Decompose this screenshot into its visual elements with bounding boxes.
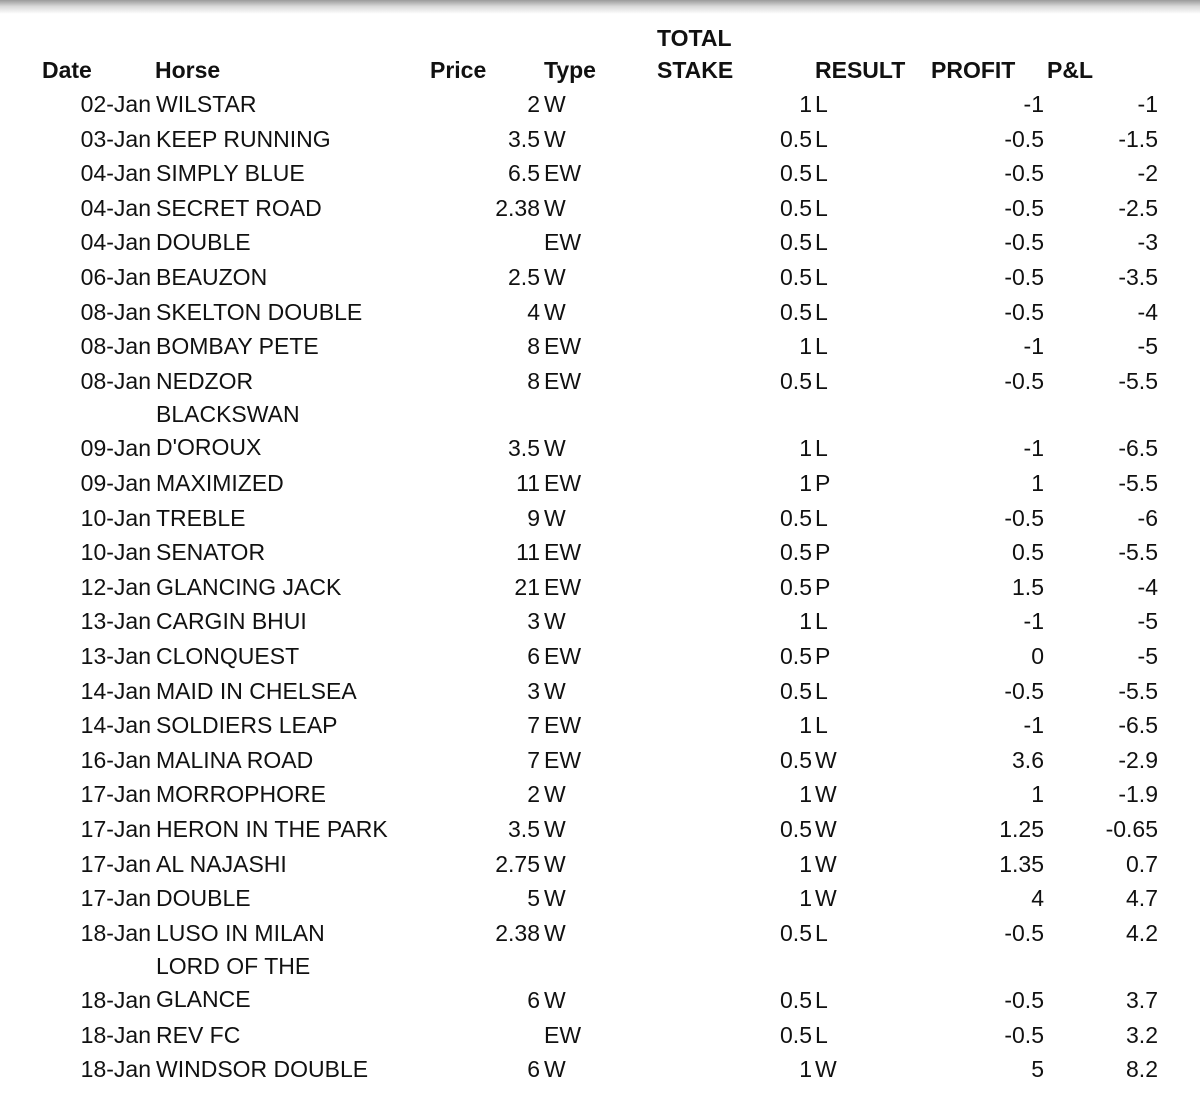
date-cell: 17-Jan [80, 781, 151, 808]
price-cell: 2 [527, 781, 540, 808]
horse-cell [156, 535, 446, 570]
table-row [0, 674, 1200, 709]
pl-cell: -5 [1137, 608, 1158, 635]
table-row [0, 812, 1200, 847]
stake-cell: 1 [799, 781, 812, 808]
result-cell: L [815, 264, 828, 290]
type-cell: W [544, 91, 566, 117]
profit-cell: -0.5 [1004, 194, 1044, 221]
stake-cell: 0.5 [780, 539, 812, 566]
pl-cell: -3.5 [1118, 264, 1158, 290]
stake-cell: 0.5 [780, 194, 812, 221]
stake-cell: 1 [799, 1056, 812, 1083]
stake-cell: 0.5 [780, 229, 812, 256]
table-row [0, 466, 1200, 501]
result-cell: L [815, 1021, 828, 1048]
stake-cell: 0.5 [780, 746, 812, 773]
pl-cell: -3 [1137, 229, 1158, 256]
price-cell: 7 [527, 746, 540, 773]
horse-name-line: SKELTON DOUBLE [156, 298, 363, 325]
profit-cell: 1 [1031, 469, 1044, 496]
date-cell: 08-Jan [80, 333, 151, 360]
pl-cell: -1.9 [1118, 781, 1158, 808]
date-cell: 14-Jan [80, 712, 151, 739]
horse-cell [156, 501, 446, 536]
pl-cell: 4.7 [1126, 885, 1158, 912]
price-cell: 3.5 [508, 815, 540, 842]
header-type: Type [544, 57, 596, 83]
pl-cell: 3.2 [1126, 1021, 1158, 1048]
type-cell: W [544, 435, 566, 462]
result-cell: W [815, 850, 837, 877]
profit-cell: -0.5 [1004, 160, 1044, 187]
stake-cell: 1 [799, 469, 812, 496]
horse-name-line: LUSO IN MILAN [156, 919, 325, 946]
horse-name-line: GLANCE [156, 986, 251, 1013]
price-cell: 9 [527, 504, 540, 531]
result-cell: W [815, 1056, 837, 1083]
date-cell: 14-Jan [80, 677, 151, 704]
date-cell: 04-Jan [80, 229, 151, 256]
table-row [0, 295, 1200, 330]
stake-cell: 1 [799, 608, 812, 635]
type-cell: EW [544, 160, 582, 187]
price-cell: 21 [514, 573, 540, 600]
header-price: Price [430, 57, 487, 83]
horse-cell [156, 191, 446, 226]
profit-cell: -0.5 [1004, 367, 1044, 394]
pl-cell: -1.5 [1118, 125, 1158, 152]
horse-name-line: SIMPLY BLUE [156, 160, 305, 187]
stake-cell: 1 [799, 91, 812, 117]
result-cell: L [815, 435, 828, 462]
type-cell: W [544, 815, 566, 842]
price-cell: 8 [527, 367, 540, 394]
table-row [0, 570, 1200, 605]
date-cell: 08-Jan [80, 298, 151, 325]
stake-cell: 0.5 [780, 919, 812, 946]
horse-name-line: SECRET ROAD [156, 194, 322, 221]
price-cell: 6 [527, 1056, 540, 1083]
pl-cell: 8.2 [1126, 1056, 1158, 1083]
horse-cell [156, 708, 446, 743]
stake-cell: 1 [799, 435, 812, 462]
table-row [0, 501, 1200, 536]
pl-cell: 3.7 [1126, 987, 1158, 1014]
date-cell: 09-Jan [80, 469, 151, 496]
stake-cell: 0.5 [780, 642, 812, 669]
profit-cell: 0.5 [1012, 539, 1044, 566]
price-cell: 2 [527, 91, 540, 117]
horse-name-line: MALINA ROAD [156, 746, 314, 773]
price-cell: 5 [527, 885, 540, 912]
result-cell: P [815, 642, 831, 669]
date-cell: 04-Jan [80, 160, 151, 187]
price-cell: 3 [527, 677, 540, 704]
price-cell: 2.75 [495, 850, 540, 877]
horse-cell [156, 847, 446, 882]
price-cell: 11 [516, 539, 540, 566]
type-cell: W [544, 850, 566, 877]
stake-cell: 0.5 [780, 504, 812, 531]
price-cell: 2.5 [508, 264, 540, 290]
header-date: Date [42, 57, 92, 83]
horse-name-line: WINDSOR DOUBLE [156, 1056, 369, 1083]
pl-cell: -5.5 [1118, 539, 1158, 566]
table-row [0, 1052, 1200, 1087]
horse-cell [156, 674, 446, 709]
table-row [0, 777, 1200, 812]
type-cell: W [544, 885, 566, 912]
result-cell: L [815, 677, 828, 704]
table-row [0, 122, 1200, 157]
table-row [0, 950, 1200, 1016]
pl-cell: -6.5 [1118, 435, 1158, 462]
date-cell: 13-Jan [80, 642, 151, 669]
price-cell: 2.38 [495, 919, 540, 946]
date-cell: 18-Jan [80, 1021, 151, 1048]
stake-cell: 0.5 [780, 677, 812, 704]
result-cell: L [815, 333, 828, 360]
price-cell: 6 [527, 987, 540, 1014]
result-cell: W [815, 885, 837, 912]
table-row [0, 743, 1200, 778]
date-cell: 17-Jan [80, 850, 151, 877]
type-cell: EW [544, 367, 582, 394]
type-cell: W [544, 504, 566, 531]
result-cell: L [815, 160, 828, 187]
horse-name-line: CLONQUEST [156, 642, 300, 669]
pl-cell: -5.5 [1118, 469, 1158, 496]
result-cell: P [815, 539, 831, 566]
horse-cell [156, 639, 446, 674]
result-cell: L [815, 367, 828, 394]
profit-cell: -1 [1023, 435, 1044, 462]
result-cell: L [815, 298, 828, 325]
price-cell: 7 [527, 712, 540, 739]
header-stake: STAKE [657, 57, 734, 83]
date-cell: 06-Jan [80, 264, 151, 290]
profit-cell: 5 [1031, 1056, 1044, 1083]
type-cell: W [544, 194, 566, 221]
type-cell: W [544, 264, 566, 290]
profit-cell: -0.5 [1004, 1021, 1044, 1048]
table-row [0, 708, 1200, 743]
table-row [0, 1018, 1200, 1053]
horse-name-line: BLACKSWAN [156, 401, 300, 428]
result-cell: P [815, 573, 831, 600]
horse-cell [156, 122, 446, 157]
table-row [0, 87, 1200, 122]
table-row [0, 260, 1200, 295]
type-cell: W [544, 677, 566, 704]
horse-name-line: AL NAJASHI [156, 850, 287, 877]
horse-cell [156, 156, 446, 191]
price-cell: 3.5 [508, 435, 540, 462]
horse-cell [156, 398, 446, 464]
horse-cell [156, 295, 446, 330]
table-row [0, 847, 1200, 882]
horse-cell [156, 225, 446, 260]
horse-name-line: HERON IN THE PARK [156, 815, 388, 842]
horse-name-line: MORROPHORE [156, 781, 326, 808]
price-cell: 3.5 [508, 125, 540, 152]
type-cell: EW [544, 333, 582, 360]
date-cell: 18-Jan [80, 987, 151, 1014]
horse-name-line: SENATOR [156, 539, 266, 566]
date-cell: 18-Jan [80, 1056, 151, 1083]
stake-cell: 1 [799, 333, 812, 360]
date-cell: 02-Jan [80, 91, 151, 117]
price-cell: 4 [527, 298, 540, 325]
profit-cell: -1 [1023, 91, 1044, 117]
horse-name-line: TREBLE [156, 504, 246, 531]
horse-cell [156, 364, 446, 399]
price-cell: 3 [527, 608, 540, 635]
profit-cell: -1 [1023, 333, 1044, 360]
date-cell: 12-Jan [80, 573, 151, 600]
pl-cell: -6 [1137, 504, 1158, 531]
horse-cell [156, 570, 446, 605]
result-cell: L [815, 194, 828, 221]
result-cell: L [815, 91, 828, 117]
profit-cell: -0.5 [1004, 987, 1044, 1014]
stake-cell: 0.5 [780, 1021, 812, 1048]
result-cell: W [815, 781, 837, 808]
type-cell: EW [544, 712, 582, 739]
type-cell: W [544, 987, 566, 1014]
horse-cell [156, 950, 446, 1016]
date-cell: 18-Jan [80, 919, 151, 946]
profit-cell: -0.5 [1004, 264, 1044, 290]
horse-name-line: DOUBLE [156, 229, 251, 256]
date-cell: 16-Jan [80, 746, 151, 773]
profit-cell: 1.25 [999, 815, 1044, 842]
result-cell: W [815, 815, 837, 842]
type-cell: EW [544, 642, 582, 669]
header-result: RESULT [815, 57, 906, 83]
horse-name-line: LORD OF THE [156, 953, 311, 980]
horse-name-line: BEAUZON [156, 264, 268, 290]
horse-cell [156, 260, 446, 295]
horse-name-line: NEDZOR [156, 367, 254, 394]
horse-cell [156, 777, 446, 812]
type-cell: W [544, 919, 566, 946]
stake-cell: 0.5 [780, 264, 812, 290]
horse-name-line: MAXIMIZED [156, 469, 284, 496]
table-row [0, 364, 1200, 399]
table-row [0, 604, 1200, 639]
result-cell: L [815, 608, 828, 635]
result-cell: L [815, 504, 828, 531]
type-cell: W [544, 298, 566, 325]
horse-cell [156, 812, 446, 847]
type-cell: EW [544, 573, 582, 600]
stake-cell: 0.5 [780, 125, 812, 152]
price-cell: 6 [527, 642, 540, 669]
type-cell: EW [544, 1021, 582, 1048]
price-cell: 2.38 [495, 194, 540, 221]
horse-cell [156, 881, 446, 916]
horse-name-line: WILSTAR [156, 91, 257, 117]
pl-cell: -2 [1137, 160, 1158, 187]
horse-cell [156, 466, 446, 501]
table-row [0, 398, 1200, 464]
horse-cell [156, 916, 446, 951]
date-cell: 17-Jan [80, 885, 151, 912]
price-cell: 11 [516, 469, 540, 496]
date-cell: 10-Jan [80, 539, 151, 566]
stake-cell: 1 [799, 850, 812, 877]
horse-cell [156, 1052, 446, 1087]
stake-cell: 0.5 [780, 815, 812, 842]
price-cell: 6.5 [508, 160, 540, 187]
stake-cell: 1 [799, 712, 812, 739]
profit-cell: -1 [1023, 608, 1044, 635]
type-cell: EW [544, 469, 582, 496]
horse-cell [156, 1018, 446, 1053]
profit-cell: 4 [1031, 885, 1044, 912]
pl-cell: -4 [1137, 573, 1158, 600]
horse-name-line: CARGIN BHUI [156, 608, 307, 635]
header-pl: P&L [1047, 57, 1093, 83]
date-cell: 13-Jan [80, 608, 151, 635]
table-row [0, 639, 1200, 674]
pl-cell: -4 [1137, 298, 1158, 325]
horse-cell [156, 329, 446, 364]
stake-cell: 0.5 [780, 298, 812, 325]
stake-cell: 0.5 [780, 160, 812, 187]
horse-cell [156, 87, 446, 122]
type-cell: EW [544, 539, 582, 566]
pl-cell: -6.5 [1118, 712, 1158, 739]
result-cell: L [815, 125, 828, 152]
profit-cell: 1.35 [999, 850, 1044, 877]
type-cell: W [544, 1056, 566, 1083]
result-cell: L [815, 987, 828, 1014]
horse-name-line: MAID IN CHELSEA [156, 677, 357, 704]
type-cell: W [544, 781, 566, 808]
date-cell: 08-Jan [80, 367, 151, 394]
pl-cell: -5.5 [1118, 677, 1158, 704]
type-cell: EW [544, 229, 582, 256]
profit-cell: 0 [1031, 642, 1044, 669]
horse-cell [156, 604, 446, 639]
pl-cell: -1 [1137, 91, 1158, 117]
table-row [0, 191, 1200, 226]
type-cell: W [544, 608, 566, 635]
pl-cell: -0.65 [1105, 815, 1158, 842]
result-cell: L [815, 712, 828, 739]
table-row [0, 225, 1200, 260]
table-row [0, 881, 1200, 916]
date-cell: 03-Jan [80, 125, 151, 152]
date-cell: 04-Jan [80, 194, 151, 221]
table-row [0, 535, 1200, 570]
result-cell: L [815, 229, 828, 256]
type-cell: EW [544, 746, 582, 773]
profit-cell: -0.5 [1004, 229, 1044, 256]
profit-cell: 1.5 [1012, 573, 1044, 600]
horse-name-line: DOUBLE [156, 885, 251, 912]
horse-name-line: SOLDIERS LEAP [156, 712, 338, 739]
stake-cell: 1 [799, 885, 812, 912]
profit-cell: -0.5 [1004, 504, 1044, 531]
profit-cell: -1 [1023, 712, 1044, 739]
result-cell: W [815, 746, 837, 773]
profit-cell: -0.5 [1004, 919, 1044, 946]
stake-cell: 0.5 [780, 573, 812, 600]
pl-cell: 4.2 [1126, 919, 1158, 946]
pl-cell: -5 [1137, 333, 1158, 360]
profit-cell: 1 [1031, 781, 1044, 808]
profit-cell: -0.5 [1004, 677, 1044, 704]
header-horse: Horse [155, 57, 221, 83]
horse-name-line: REV FC [156, 1021, 241, 1048]
table-row [0, 329, 1200, 364]
price-cell: 8 [527, 333, 540, 360]
table-row [0, 916, 1200, 951]
pl-cell: -5 [1137, 642, 1158, 669]
date-cell: 09-Jan [80, 435, 151, 462]
profit-cell: 3.6 [1012, 746, 1044, 773]
result-cell: L [815, 919, 828, 946]
horse-name-line: D'OROUX [156, 434, 262, 461]
horse-name-line: KEEP RUNNING [156, 125, 331, 152]
header-profit: PROFIT [931, 57, 1016, 83]
pl-cell: 0.7 [1126, 850, 1158, 877]
profit-cell: -0.5 [1004, 125, 1044, 152]
pl-cell: -2.5 [1118, 194, 1158, 221]
horse-name-line: BOMBAY PETE [156, 333, 319, 360]
horse-cell [156, 743, 446, 778]
stake-cell: 0.5 [780, 367, 812, 394]
header-total: TOTAL [657, 25, 732, 51]
date-cell: 10-Jan [80, 504, 151, 531]
type-cell: W [544, 125, 566, 152]
result-cell: P [815, 469, 831, 496]
pl-cell: -2.9 [1118, 746, 1158, 773]
table-row [0, 156, 1200, 191]
pl-cell: -5.5 [1118, 367, 1158, 394]
horse-name-line: GLANCING JACK [156, 573, 342, 600]
stake-cell: 0.5 [780, 987, 812, 1014]
profit-cell: -0.5 [1004, 298, 1044, 325]
date-cell: 17-Jan [80, 815, 151, 842]
